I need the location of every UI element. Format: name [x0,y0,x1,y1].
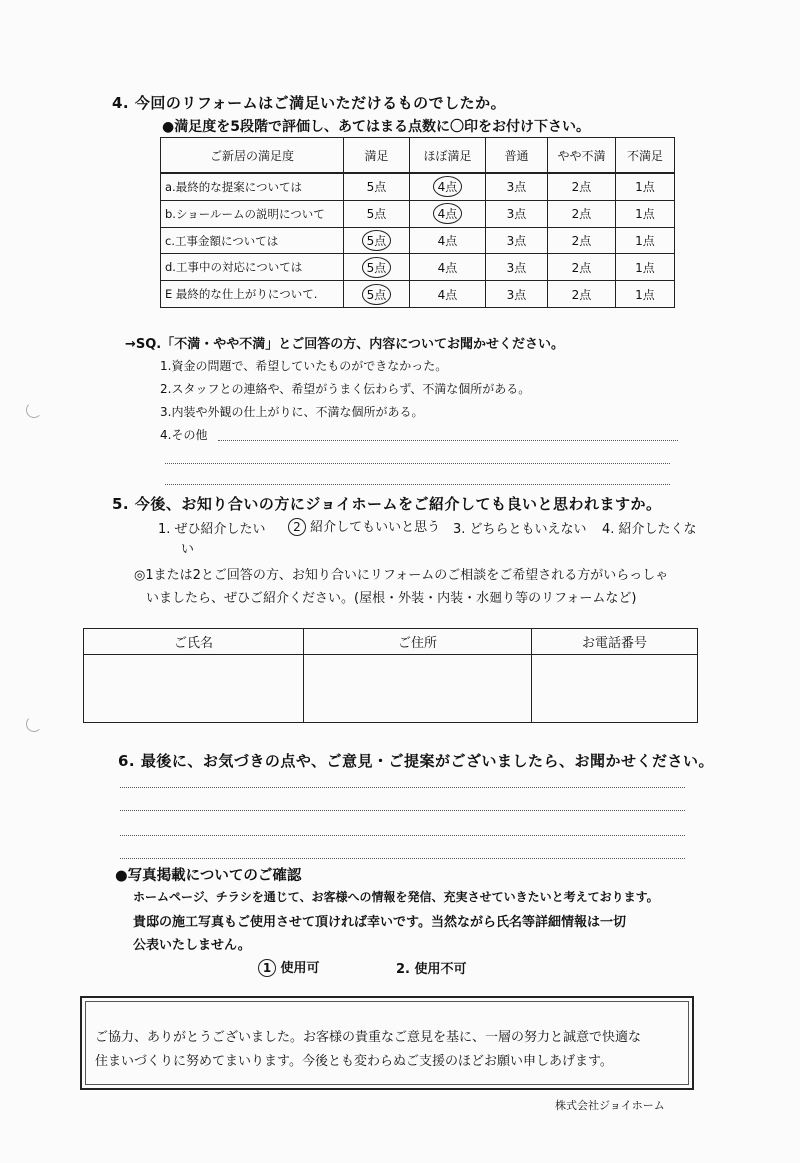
selected-circle: 1 [258,959,276,977]
score-option[interactable]: 1点 [635,287,655,302]
table-row [161,200,675,227]
photo-option-allow[interactable] [258,957,320,977]
row-label: E 最終的な仕上がりについて. [161,281,344,308]
header-cell: ご新居の満足度 [161,138,344,174]
q5-note-line1: ◎1または2とご回答の方、お知り合いにリフォームのご相談をご希望される方がいらっしゃ [134,568,669,583]
contact-name-cell[interactable] [84,655,304,723]
score-option[interactable]: 4点 [437,287,458,302]
photo-line2: 貴邸の施工写真もご使用させて頂ければ幸いです。当然ながら氏名等詳細情報は一切 [133,915,626,930]
score-option[interactable]: 2点 [571,260,592,275]
binder-hole-mark [26,402,42,418]
sq-other-line[interactable] [218,440,678,441]
q6-answer-line[interactable] [120,835,685,836]
closing-line1: ご協力、ありがとうございました。お客様の貴重なご意見を基に、一層の努力と誠意で快適な [95,1030,642,1045]
score-option[interactable]: 5点 [362,257,392,278]
binder-hole-mark [26,716,42,732]
score-option[interactable]: 5点 [366,207,387,222]
photo-option-deny[interactable]: 2. 使用不可 [396,962,467,977]
q6-answer-line[interactable] [120,858,685,859]
q5-title: 5. 今後、お知り合いの方にジョイホームをご紹介しても良いと思われますか。 [112,495,662,513]
contact-header-name: ご氏名 [84,629,304,655]
photo-option-allow-label: 使用可 [280,961,320,976]
company-name: 株式会社ジョイホーム [555,1099,665,1112]
header-cell: ほぼ満足 [410,138,486,174]
q5-option-1[interactable]: 1. ぜひ紹介したい [158,522,266,537]
score-option[interactable]: 1点 [635,207,655,222]
score-option[interactable]: 3点 [506,207,527,222]
selected-circle: 2 [288,518,306,536]
referral-contact-table [83,628,698,723]
score-option[interactable]: 2点 [571,180,592,195]
header-cell: 不満足 [616,138,675,174]
photo-title: ●写真掲載についてのご確認 [115,868,302,884]
header-cell: 普通 [486,138,548,174]
table-row [161,281,675,308]
sq-option-4[interactable]: 4.その他 [160,428,208,442]
q6-answer-line[interactable] [120,787,685,788]
q6-answer-line[interactable] [120,810,685,811]
closing-line2: 住まいづくりに努めてまいります。今後とも変わらぬご支援のほどお願い申しあげます。 [95,1054,613,1069]
q5-option-3[interactable]: 3. どちらともいえない [453,522,587,537]
row-label: c.工事金額については [161,227,344,254]
score-option[interactable]: 3点 [506,180,527,195]
score-option[interactable]: 4点 [437,234,458,249]
table-row [161,173,675,200]
sq-option-2[interactable]: 2.スタッフとの連絡や、希望がうまく伝わらず、不満な個所がある。 [160,382,531,396]
satisfaction-header-row [161,138,675,174]
score-option[interactable]: 4点 [433,176,463,197]
sq-option-3[interactable]: 3.内装や外観の仕上がりに、不満な個所がある。 [160,405,424,419]
sq-other-line[interactable] [165,484,670,485]
header-cell: 満足 [344,138,410,174]
sq-title: →SQ.「不満・やや不満」とご回答の方、内容についてお聞かせください。 [125,337,564,352]
score-option[interactable]: 5点 [362,284,392,305]
table-row [161,254,675,281]
score-option[interactable]: 4点 [437,260,458,275]
score-option[interactable]: 3点 [506,287,527,302]
photo-line1: ホームページ、チラシを通じて、お客様への情報を発信、充実させていきたいと考えております。 [133,890,659,904]
score-option[interactable]: 1点 [635,234,655,249]
photo-line3: 公表いたしません。 [133,938,251,953]
q4-title: 4. 今回のリフォームはご満足いただけるものでしたか。 [112,94,507,112]
table-row [161,227,675,254]
score-option[interactable]: 3点 [506,260,527,275]
score-option[interactable]: 5点 [362,230,392,251]
q5-option-4-wrap: い [181,542,195,557]
satisfaction-table [160,137,675,308]
score-option[interactable]: 1点 [635,260,655,275]
row-label: d.工事中の対応については [161,254,344,281]
sq-option-1[interactable]: 1.資金の問題で、希望していたものができなかった。 [160,359,448,373]
sq-other-line[interactable] [165,463,670,464]
q4-instruction: ●満足度を5段階で評価し、あてはまる点数に〇印をお付け下さい。 [162,119,590,135]
q5-option-2[interactable] [288,516,440,536]
header-cell: やや不満 [548,138,616,174]
score-option[interactable]: 1点 [635,180,655,195]
score-option[interactable]: 2点 [571,234,592,249]
contact-header-address: ご住所 [304,629,532,655]
score-option[interactable]: 3点 [506,234,527,249]
score-option[interactable]: 2点 [571,207,592,222]
q5-option-4[interactable]: 4. 紹介したくな [602,522,697,537]
closing-message-box [80,996,694,1090]
q5-option-2-label: 紹介してもいいと思う [310,520,441,535]
score-option[interactable]: 2点 [571,287,592,302]
score-option[interactable]: 5点 [366,180,387,195]
q5-note-line2: いましたら、ぜひご紹介ください。(屋根・外装・内装・水廻り等のリフォームなど) [146,591,637,606]
q6-title: 6. 最後に、お気づきの点や、ご意見・ご提案がございましたら、お聞かせください。 [118,752,715,770]
contact-address-cell[interactable] [304,655,532,723]
row-label: b.ショールームの説明について [161,200,344,227]
contact-phone-cell[interactable] [532,655,698,723]
score-option[interactable]: 4点 [433,203,463,224]
row-label: a.最終的な提案については [161,173,344,200]
contact-header-phone: お電話番号 [532,629,698,655]
